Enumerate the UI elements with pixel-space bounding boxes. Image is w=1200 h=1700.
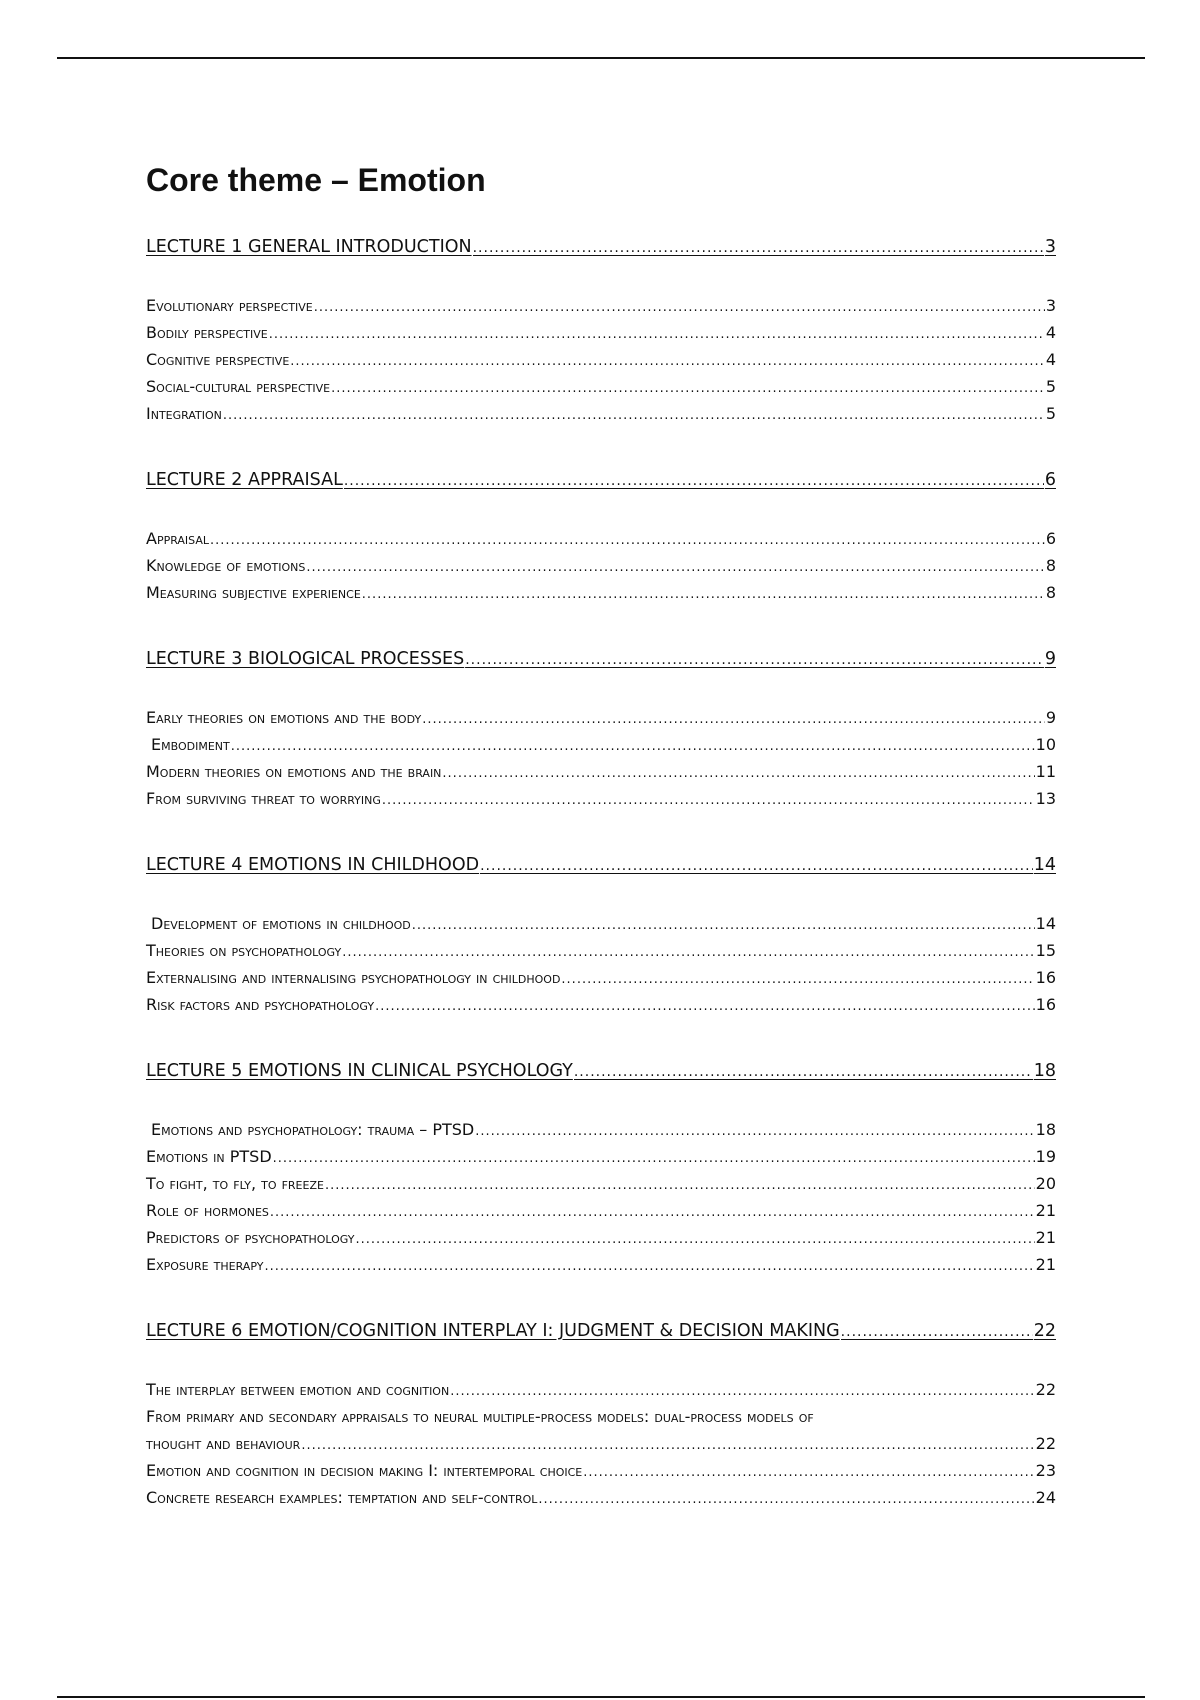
toc-entry-theories-on-psychopathology[interactable] bbox=[146, 937, 1056, 964]
toc-page-number: 13 bbox=[1035, 789, 1056, 808]
toc-entry-social-cultural-perspective[interactable] bbox=[146, 373, 1056, 400]
toc-entry-development-of-emotions[interactable] bbox=[146, 910, 1056, 937]
toc-entry-label: Exposure therapy bbox=[146, 1255, 264, 1274]
toc-entry-dual-process-line2[interactable] bbox=[146, 1430, 1056, 1457]
toc-entry-label: Risk factors and psychopathology bbox=[146, 995, 375, 1014]
toc-lecture-6-link[interactable] bbox=[146, 1314, 1056, 1348]
dot-leader bbox=[273, 1143, 1035, 1172]
toc-lecture-5-link[interactable] bbox=[146, 1054, 1056, 1088]
toc-lecture-title: LECTURE 5 EMOTIONS IN CLINICAL PSYCHOLOGY bbox=[146, 1061, 573, 1081]
toc-entry-bodily-perspective[interactable] bbox=[146, 319, 1056, 346]
toc-entry-intertemporal-choice[interactable] bbox=[146, 1457, 1056, 1484]
toc-entry-label: Concrete research examples: temptation and self-control bbox=[146, 1488, 538, 1507]
toc-lecture-title: LECTURE 4 EMOTIONS IN CHILDHOOD bbox=[146, 855, 480, 875]
dot-leader bbox=[574, 1054, 1033, 1089]
toc-entry-label: Appraisal bbox=[146, 529, 210, 548]
dot-leader bbox=[382, 785, 1035, 814]
dot-leader bbox=[561, 964, 1034, 993]
footer-rule bbox=[57, 1696, 1145, 1698]
dot-leader bbox=[223, 400, 1045, 429]
dot-leader bbox=[290, 346, 1045, 375]
toc-page-number: 8 bbox=[1045, 556, 1056, 575]
toc-page-number: 11 bbox=[1035, 762, 1056, 781]
toc-entry-label: Early theories on emotions and the body bbox=[146, 708, 422, 727]
toc-page-number: 3 bbox=[1045, 296, 1056, 315]
toc-entry-role-of-hormones[interactable] bbox=[146, 1197, 1056, 1224]
toc-section-lecture-6 bbox=[146, 1314, 1056, 1511]
toc-page-number: 6 bbox=[1044, 470, 1056, 490]
toc-lecture-title: LECTURE 3 BIOLOGICAL PROCESSES bbox=[146, 649, 465, 669]
toc-entry-externalising-internalising[interactable] bbox=[146, 964, 1056, 991]
toc-entry-label: thought and behaviour bbox=[146, 1434, 301, 1453]
dot-leader bbox=[473, 230, 1044, 265]
dot-leader bbox=[375, 991, 1035, 1020]
dot-leader bbox=[538, 1484, 1034, 1513]
toc-page-number: 9 bbox=[1044, 649, 1056, 669]
dot-leader bbox=[269, 319, 1045, 348]
toc-page-number: 14 bbox=[1035, 914, 1056, 933]
toc-entry-risk-factors[interactable] bbox=[146, 991, 1056, 1018]
toc-entry-label: Role of hormones bbox=[146, 1201, 269, 1220]
toc-entry-trauma-ptsd[interactable] bbox=[146, 1116, 1056, 1143]
toc-entry-label: The interplay between emotion and cognition bbox=[146, 1380, 450, 1399]
toc-lecture-3-link[interactable] bbox=[146, 642, 1056, 676]
toc-entry-measuring-subjective-experience[interactable] bbox=[146, 579, 1056, 606]
toc-page-number: 21 bbox=[1035, 1228, 1056, 1247]
dot-leader bbox=[342, 937, 1034, 966]
dot-leader bbox=[362, 579, 1045, 608]
section-spacer bbox=[146, 606, 1056, 642]
toc-entry-label: Modern theories on emotions and the brain bbox=[146, 762, 442, 781]
dot-leader bbox=[465, 642, 1044, 677]
toc-page-number: 3 bbox=[1044, 237, 1056, 257]
toc-section-lecture-5 bbox=[146, 1054, 1056, 1314]
dot-leader bbox=[270, 1197, 1035, 1226]
toc-section-lecture-1 bbox=[146, 230, 1056, 463]
toc-lecture-2-link[interactable] bbox=[146, 463, 1056, 497]
dot-leader bbox=[422, 704, 1045, 733]
dot-leader bbox=[264, 1251, 1034, 1280]
toc-page-number: 18 bbox=[1033, 1061, 1056, 1081]
toc-page-number: 16 bbox=[1035, 968, 1056, 987]
toc-page-number: 18 bbox=[1035, 1120, 1056, 1139]
toc-entry-label: Measuring subjective experience bbox=[146, 583, 361, 602]
toc-page-number: 8 bbox=[1045, 583, 1056, 602]
dot-leader bbox=[480, 848, 1033, 883]
toc-page-number: 6 bbox=[1045, 529, 1056, 548]
toc-entry-label: Knowledge of emotions bbox=[146, 556, 306, 575]
toc-page-number: 4 bbox=[1045, 350, 1056, 369]
toc-entry-label: Development of emotions in childhood bbox=[151, 914, 411, 933]
toc-entry-temptation-self-control[interactable] bbox=[146, 1484, 1056, 1511]
toc-page-number: 24 bbox=[1035, 1488, 1056, 1507]
toc-entry-integration[interactable] bbox=[146, 400, 1056, 427]
dot-leader bbox=[306, 552, 1044, 581]
toc-entry-dual-process-line1[interactable] bbox=[146, 1403, 1056, 1430]
toc-page-number: 21 bbox=[1035, 1255, 1056, 1274]
toc-section-lecture-2 bbox=[146, 463, 1056, 642]
toc-entry-label: Predictors of psychopathology bbox=[146, 1228, 355, 1247]
toc-entry-label: Evolutionary perspective bbox=[146, 296, 313, 315]
toc-entry-label: Embodiment bbox=[151, 735, 230, 754]
toc-entry-label: Cognitive perspective bbox=[146, 350, 290, 369]
toc-entry-label: Theories on psychopathology bbox=[146, 941, 342, 960]
dot-leader bbox=[325, 1170, 1035, 1199]
dot-leader bbox=[301, 1430, 1034, 1459]
dot-leader bbox=[231, 731, 1035, 760]
toc-lecture-1-link[interactable] bbox=[146, 230, 1056, 264]
toc-entry-label: From primary and secondary appraisals to neural multiple-process models: dual-process models of bbox=[146, 1407, 814, 1426]
toc-entry-emotions-in-ptsd[interactable] bbox=[146, 1143, 1056, 1170]
dot-leader bbox=[344, 463, 1044, 498]
toc-entry-surviving-threat[interactable] bbox=[146, 785, 1056, 812]
section-spacer bbox=[146, 812, 1056, 848]
toc-entry-modern-theories[interactable] bbox=[146, 758, 1056, 785]
toc-entry-label: Emotions in PTSD bbox=[146, 1147, 272, 1166]
dot-leader bbox=[450, 1376, 1034, 1405]
toc-page-number: 22 bbox=[1033, 1321, 1056, 1341]
table-of-contents bbox=[146, 160, 1056, 1511]
dot-leader bbox=[210, 525, 1045, 554]
dot-leader bbox=[475, 1116, 1034, 1145]
section-spacer bbox=[146, 1018, 1056, 1054]
toc-entry-label: Emotions and psychopathology: trauma – PTSD bbox=[151, 1120, 475, 1139]
toc-entry-label: Externalising and internalising psychopathology in childhood bbox=[146, 968, 561, 987]
dot-leader bbox=[412, 910, 1035, 939]
toc-entry-label: Emotion and cognition in decision making I: intertemporal choice bbox=[146, 1461, 583, 1480]
toc-entry-label: Bodily perspective bbox=[146, 323, 268, 342]
toc-entry-evolutionary-perspective[interactable] bbox=[146, 292, 1056, 319]
toc-lecture-title: LECTURE 2 APPRAISAL bbox=[146, 470, 343, 490]
toc-page-number: 20 bbox=[1035, 1174, 1056, 1193]
dot-leader bbox=[331, 373, 1045, 402]
section-spacer bbox=[146, 1278, 1056, 1314]
toc-page-number: 5 bbox=[1045, 404, 1056, 423]
toc-entry-fight-fly-freeze[interactable] bbox=[146, 1170, 1056, 1197]
toc-page-number: 23 bbox=[1035, 1461, 1056, 1480]
toc-entry-embodiment[interactable] bbox=[146, 731, 1056, 758]
dot-leader bbox=[314, 292, 1045, 321]
dot-leader bbox=[841, 1314, 1033, 1349]
toc-entry-label: To fight, to fly, to freeze bbox=[146, 1174, 324, 1193]
dot-leader bbox=[583, 1457, 1034, 1486]
toc-page-number: 5 bbox=[1045, 377, 1056, 396]
toc-page-number: 16 bbox=[1035, 995, 1056, 1014]
toc-entry-appraisal[interactable] bbox=[146, 525, 1056, 552]
toc-lecture-title: LECTURE 6 EMOTION/COGNITION INTERPLAY I: JUDGMENT & DECISION MAKING bbox=[146, 1321, 840, 1341]
toc-entry-knowledge-of-emotions[interactable] bbox=[146, 552, 1056, 579]
toc-page-number: 15 bbox=[1035, 941, 1056, 960]
toc-lecture-title: LECTURE 1 GENERAL INTRODUCTION bbox=[146, 237, 472, 257]
document-title: Core theme – Emotion bbox=[146, 162, 486, 198]
dot-leader bbox=[355, 1224, 1034, 1253]
toc-section-lecture-3 bbox=[146, 642, 1056, 848]
toc-entry-exposure-therapy[interactable] bbox=[146, 1251, 1056, 1278]
toc-entry-early-theories[interactable] bbox=[146, 704, 1056, 731]
header-rule bbox=[57, 57, 1145, 59]
toc-page-number: 4 bbox=[1045, 323, 1056, 342]
toc-page-number: 14 bbox=[1033, 855, 1056, 875]
toc-entry-cognitive-perspective[interactable] bbox=[146, 346, 1056, 373]
toc-lecture-4-link[interactable] bbox=[146, 848, 1056, 882]
toc-entry-interplay[interactable] bbox=[146, 1376, 1056, 1403]
toc-section-lecture-4 bbox=[146, 848, 1056, 1054]
toc-page-number: 19 bbox=[1035, 1147, 1056, 1166]
toc-entry-label: Social-cultural perspective bbox=[146, 377, 331, 396]
toc-page-number: 22 bbox=[1035, 1434, 1056, 1453]
toc-page-number: 22 bbox=[1035, 1380, 1056, 1399]
section-spacer bbox=[146, 427, 1056, 463]
toc-entry-label: From surviving threat to worrying bbox=[146, 789, 381, 808]
toc-entry-label: Integration bbox=[146, 404, 222, 423]
dot-leader bbox=[442, 758, 1034, 787]
toc-page-number: 9 bbox=[1045, 708, 1056, 727]
toc-entry-predictors[interactable] bbox=[146, 1224, 1056, 1251]
toc-page-number: 21 bbox=[1035, 1201, 1056, 1220]
toc-page-number: 10 bbox=[1035, 735, 1056, 754]
